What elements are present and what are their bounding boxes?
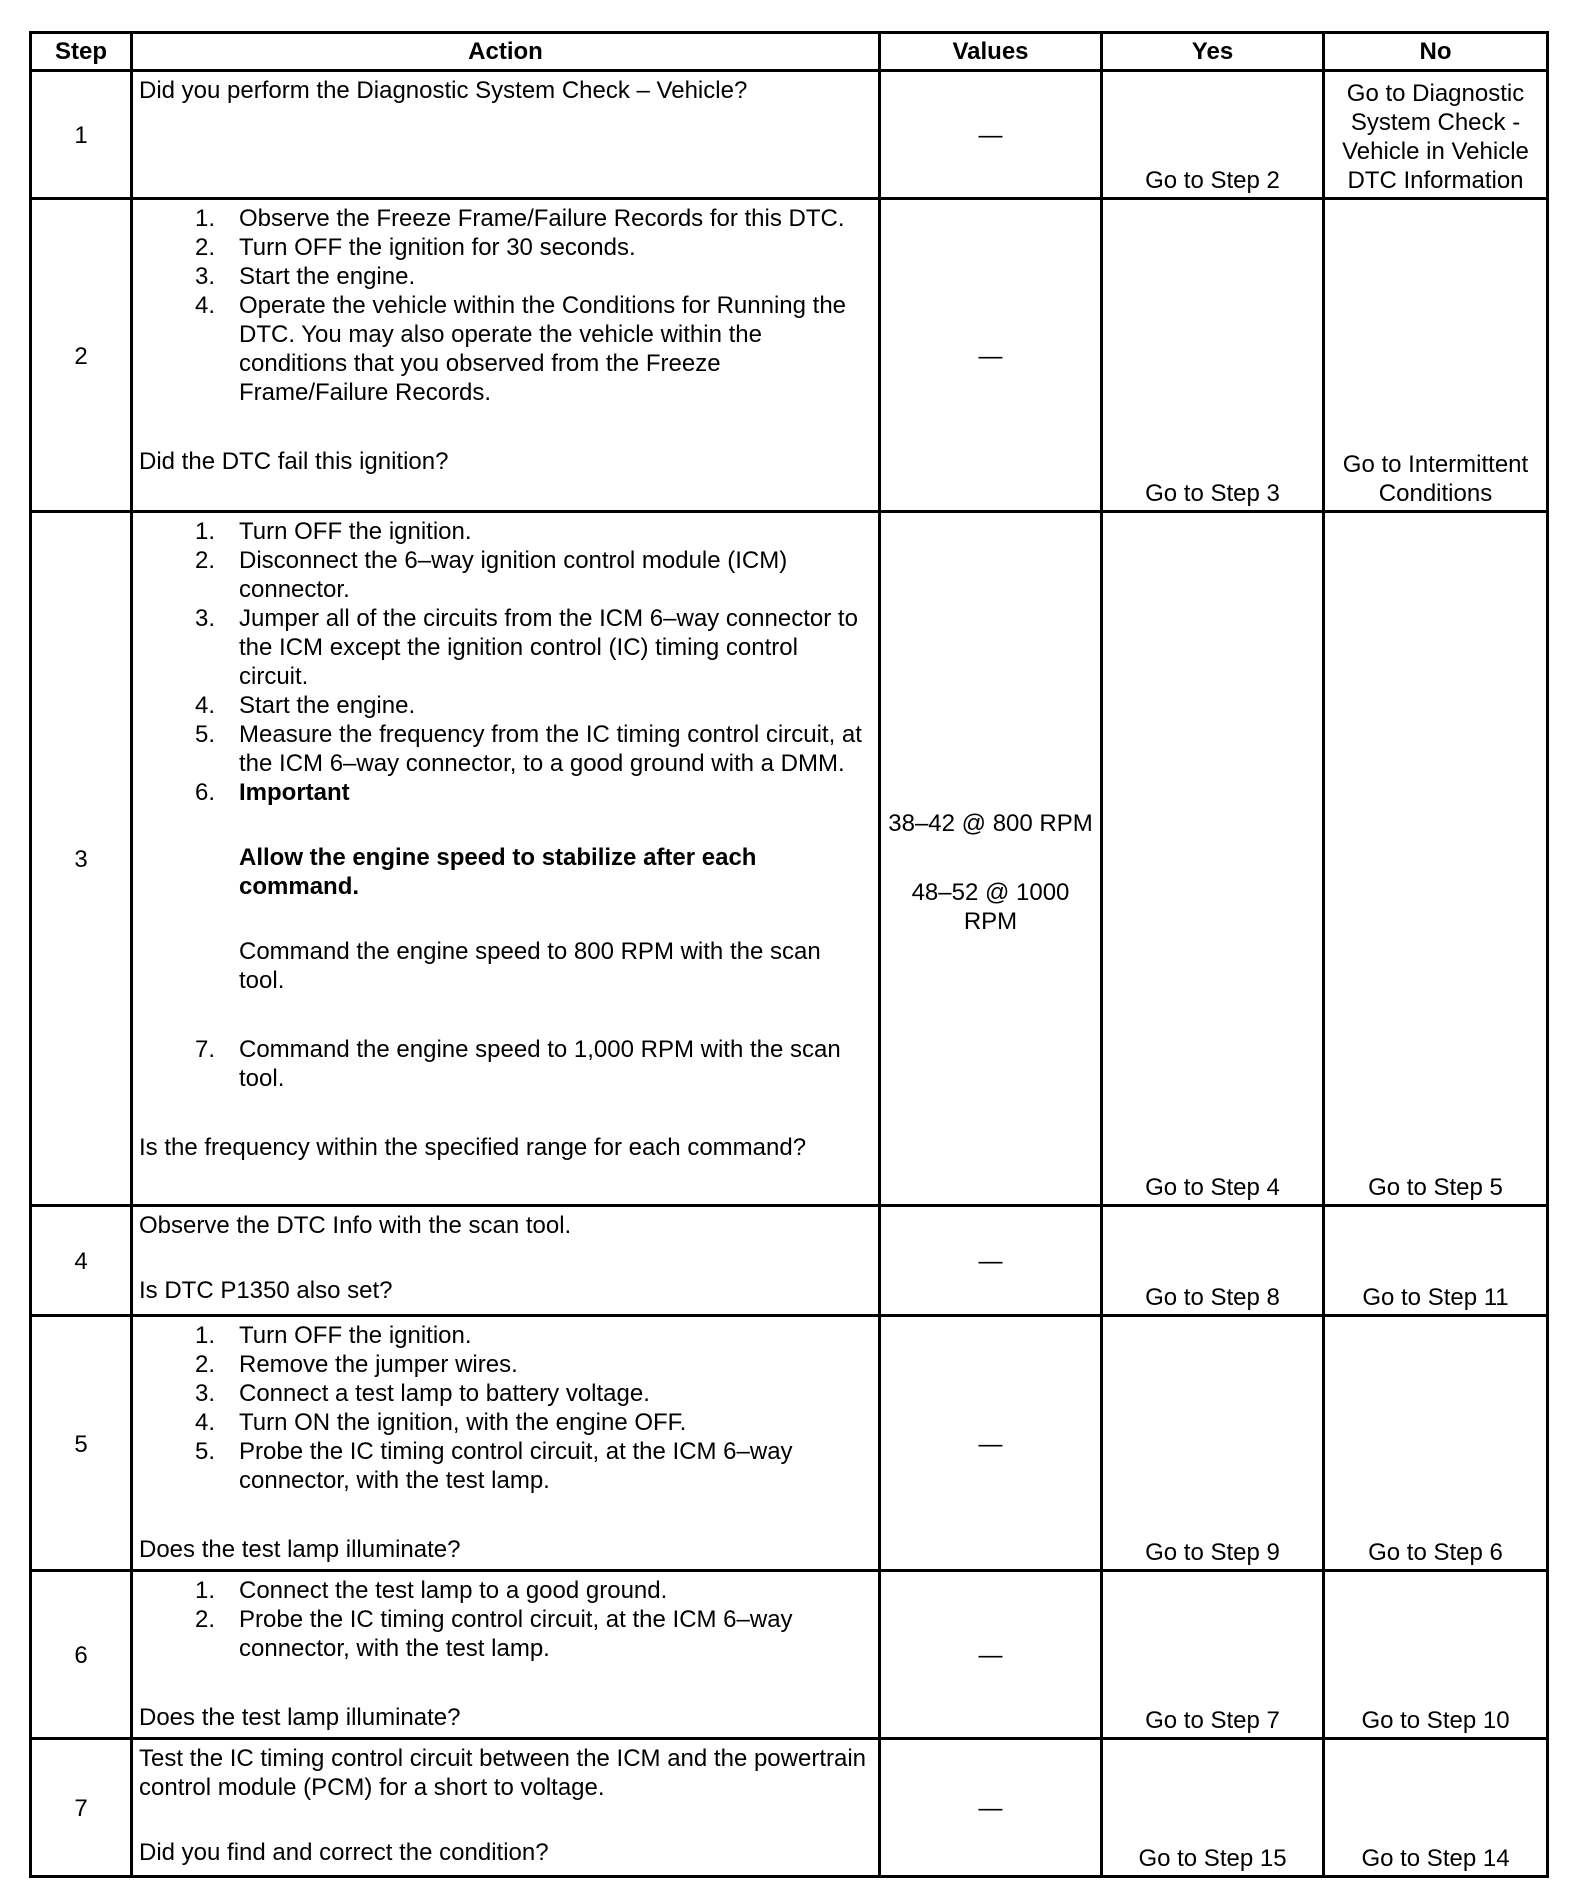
action-cell bbox=[132, 1206, 880, 1316]
values-cell: — bbox=[880, 1739, 1102, 1877]
no-cell: Go to Step 11 bbox=[1324, 1206, 1548, 1316]
values-cell: — bbox=[880, 199, 1102, 512]
no-cell: Go to Step 5 bbox=[1324, 512, 1548, 1206]
step-number: 3 bbox=[31, 512, 132, 1206]
yes-cell: Go to Step 4 bbox=[1102, 512, 1324, 1206]
important-note: Allow the engine speed to stabilize after each command. bbox=[239, 844, 757, 900]
action-question: Did the DTC fail this ignition? bbox=[139, 448, 449, 475]
action-cell bbox=[132, 1739, 880, 1877]
action-text: Observe the DTC Info with the scan tool. bbox=[139, 1212, 572, 1239]
list-item: 2. Turn OFF the ignition for 30 seconds. bbox=[194, 234, 636, 261]
action-list bbox=[139, 1321, 872, 1495]
action-question: Does the test lamp illuminate? bbox=[139, 1536, 461, 1563]
action-question: Did you find and correct the condition? bbox=[139, 1839, 549, 1866]
list-item: 3. Connect a test lamp to battery voltage. bbox=[194, 1380, 650, 1407]
no-cell: Go to Step 10 bbox=[1324, 1571, 1548, 1739]
no-cell: Go to Step 14 bbox=[1324, 1739, 1548, 1877]
values-cell bbox=[880, 512, 1102, 1206]
no-cell: Go to Intermittent Conditions bbox=[1324, 199, 1548, 512]
list-item: 4. Start the engine. bbox=[194, 692, 416, 719]
action-list bbox=[139, 517, 872, 807]
list-item: 1. Turn OFF the ignition. bbox=[194, 518, 472, 545]
list-item: 1. Observe the Freeze Frame/Failure Records for this DTC. bbox=[194, 205, 845, 232]
values-cell: — bbox=[880, 1316, 1102, 1571]
list-item: 4. Turn ON the ignition, with the engine OFF. bbox=[194, 1409, 687, 1436]
values-cell: — bbox=[880, 1571, 1102, 1739]
list-item: 7. Command the engine speed to 1,000 RPM with the scan tool. bbox=[194, 1036, 841, 1092]
yes-cell: Go to Step 7 bbox=[1102, 1571, 1324, 1739]
diagnostic-table bbox=[29, 31, 1549, 1878]
action-cell bbox=[132, 71, 880, 199]
step-number: 6 bbox=[31, 1571, 132, 1739]
step-number: 7 bbox=[31, 1739, 132, 1877]
action-cell bbox=[132, 199, 880, 512]
command-text: Command the engine speed to 800 RPM with the scan tool. bbox=[239, 938, 821, 994]
table-row bbox=[31, 1316, 1548, 1571]
header-yes: Yes bbox=[1102, 33, 1324, 71]
action-cell bbox=[132, 1316, 880, 1571]
step-number: 5 bbox=[31, 1316, 132, 1571]
header-values: Values bbox=[880, 33, 1102, 71]
list-item: 2. Probe the IC timing control circuit, at the ICM 6–way connector, with the test lamp. bbox=[194, 1606, 793, 1662]
step-number: 1 bbox=[31, 71, 132, 199]
step-number: 4 bbox=[31, 1206, 132, 1316]
values-cell: — bbox=[880, 1206, 1102, 1316]
action-list bbox=[139, 204, 872, 407]
action-list bbox=[139, 1576, 872, 1663]
action-cell bbox=[132, 512, 880, 1206]
table-row bbox=[31, 1571, 1548, 1739]
yes-cell: Go to Step 9 bbox=[1102, 1316, 1324, 1571]
header-action: Action bbox=[132, 33, 880, 71]
yes-cell: Go to Step 8 bbox=[1102, 1206, 1324, 1316]
table-row bbox=[31, 71, 1548, 199]
list-item: 6. Important bbox=[194, 779, 350, 806]
values-cell: — bbox=[880, 71, 1102, 199]
action-text: Test the IC timing control circuit between the ICM and the powertrain control module (PCM) for a short to voltage. bbox=[139, 1745, 867, 1801]
no-cell: Go to Diagnostic System Check - Vehicle in Vehicle DTC Information bbox=[1324, 71, 1548, 199]
table-row bbox=[31, 1206, 1548, 1316]
action-question: Is the frequency within the specified range for each command? bbox=[139, 1134, 807, 1161]
table-row bbox=[31, 1739, 1548, 1877]
action-question: Does the test lamp illuminate? bbox=[139, 1704, 461, 1731]
yes-cell: Go to Step 3 bbox=[1102, 199, 1324, 512]
header-step: Step bbox=[31, 33, 132, 71]
no-cell: Go to Step 6 bbox=[1324, 1316, 1548, 1571]
header-row bbox=[31, 33, 1548, 71]
yes-cell: Go to Step 2 bbox=[1102, 71, 1324, 199]
list-item: 4. Operate the vehicle within the Conditions for Running the DTC. You may also operate the vehicle within the conditions that you observed from the Freeze Frame/Failure Records. bbox=[194, 292, 847, 406]
step-number: 2 bbox=[31, 199, 132, 512]
action-text: Did you perform the Diagnostic System Check – Vehicle? bbox=[139, 77, 748, 104]
table-row bbox=[31, 512, 1548, 1206]
list-item: 1. Connect the test lamp to a good ground. bbox=[194, 1577, 668, 1604]
table-row bbox=[31, 199, 1548, 512]
value-1000-rpm: 48–52 @ 1000 RPM bbox=[911, 878, 1070, 935]
list-item: 2. Remove the jumper wires. bbox=[194, 1351, 518, 1378]
action-cell bbox=[132, 1571, 880, 1739]
list-item: 3. Jumper all of the circuits from the ICM 6–way connector to the ICM except the ignition control (IC) timing control circuit. bbox=[194, 605, 858, 690]
header-no: No bbox=[1324, 33, 1548, 71]
list-item: 2. Disconnect the 6–way ignition control module (ICM) connector. bbox=[194, 547, 788, 603]
action-question: Is DTC P1350 also set? bbox=[139, 1277, 393, 1304]
list-item: 3. Start the engine. bbox=[194, 263, 416, 290]
yes-cell: Go to Step 15 bbox=[1102, 1739, 1324, 1877]
list-item: 5. Measure the frequency from the IC timing control circuit, at the ICM 6–way connector, to a good ground with a DMM. bbox=[194, 721, 862, 777]
value-800-rpm: 38–42 @ 800 RPM bbox=[888, 809, 1093, 837]
list-item: 1. Turn OFF the ignition. bbox=[194, 1322, 472, 1349]
list-item: 5. Probe the IC timing control circuit, at the ICM 6–way connector, with the test lamp. bbox=[194, 1438, 793, 1494]
